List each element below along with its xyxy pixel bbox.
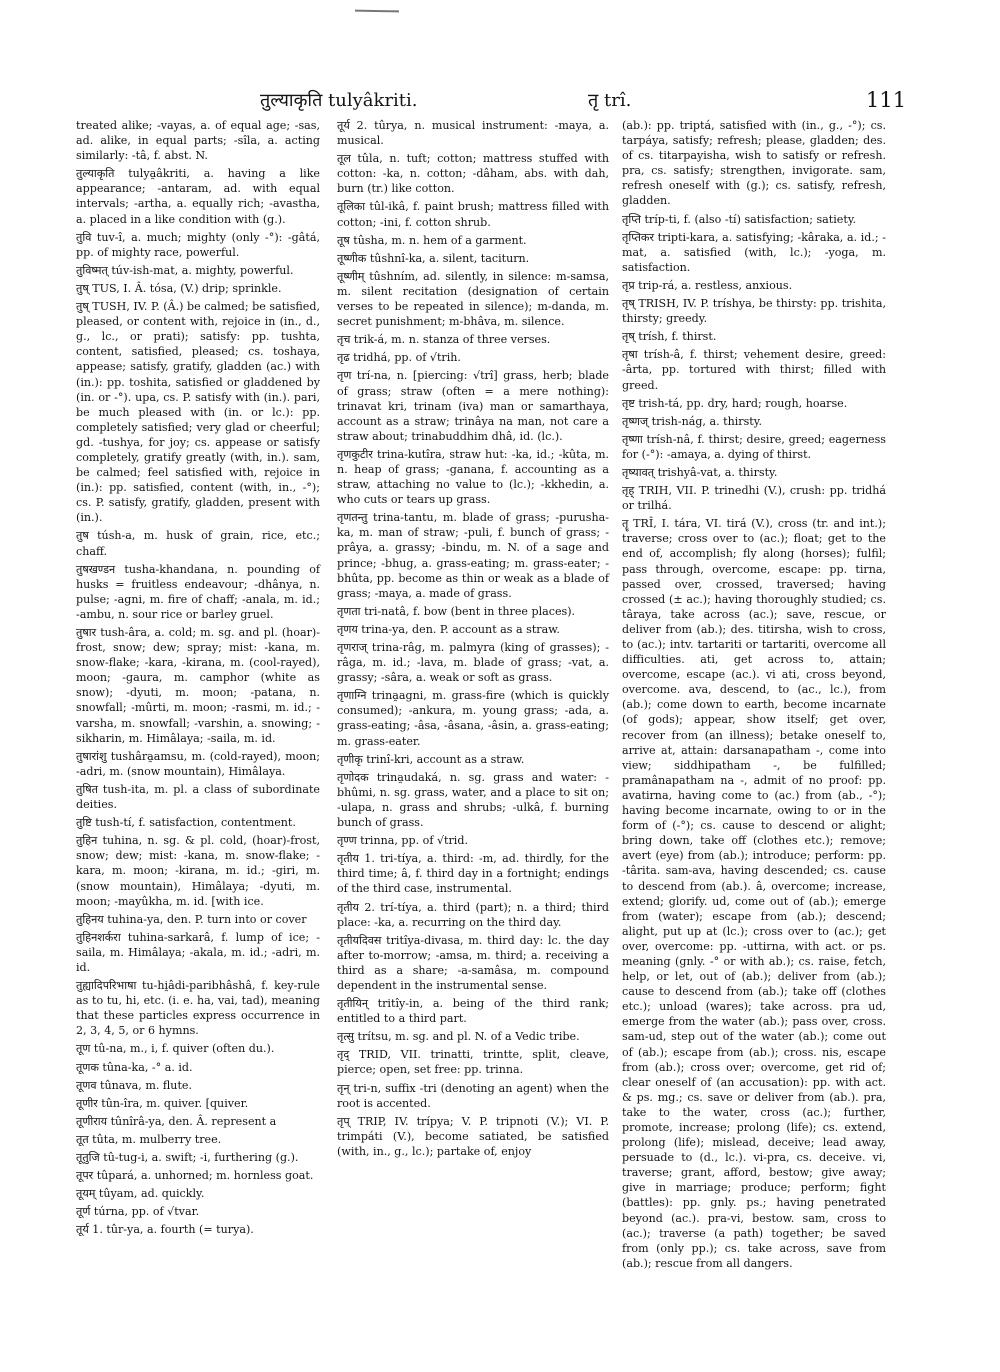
- dictionary-entry: तूर्य 1. tûr-ya, a. fourth (= turya).: [76, 1223, 254, 1237]
- dictionary-entry: तृप्र trip-rá, a. restless, anxious.: [622, 278, 793, 292]
- page-number: 111: [866, 88, 907, 112]
- dictionary-entry: तूतुजि tû-tug-i, a. swift; -i, furthering (g.).: [76, 1151, 299, 1164]
- dictionary-entry: तृप्तिकर tripti-kara, a. satisfying; -kâraka, a. id.; -mat, a. satisfied (with, lc.); -yoga, m. satisfaction.: [622, 230, 886, 274]
- column-2: [337, 118, 609, 1162]
- dictionary-entry: तूर्ण túrna, pp. of √tvar.: [76, 1205, 200, 1219]
- dictionary-entry: तृढ tridhá, pp. of √trih.: [337, 351, 461, 365]
- dictionary-entry: तूष्णीम् tûshním, ad. silently, in silence: m-samsa, m. silent recitation (designation of certain verses to be repeated in silence); m-danda, m. secret punishment; m-bhâva, m. silence.: [337, 269, 609, 329]
- dictionary-entry: तुष túsh-a, m. husk of grain, rice, etc.; chaff.: [76, 529, 320, 558]
- dictionary-entry: तृष् TRISH, IV. P. tríshya, be thirsty: pp. trishita, thirsty; greedy.: [622, 297, 886, 326]
- dictionary-entry: तूष्णीक tûshnî-ka, a. silent, taciturn.: [337, 251, 530, 265]
- dictionary-entry: तृणता tri-natâ, f. bow (bent in three places).: [337, 604, 576, 618]
- dictionary-entry: तृतीय 2. trí-tíya, a. third (part); n. a third; third place: -ka, a. recurring on the third day.: [337, 900, 609, 929]
- page-header: [74, 84, 914, 114]
- dictionary-entry: तूणीर tûn-îra, m. quiver. [quiver.: [76, 1096, 249, 1110]
- dictionary-entry: तुहिन tuhina, n. sg. & pl. cold, (hoar)-frost, snow; dew; mist: -kana, m. snow-flake; -kara, m. moon; -kirana, m. id.; -giri, m. (snow mountain), Himâlaya; -dyuti, m. moon; -mayûkha, m. id. [with ice.: [76, 834, 320, 908]
- dictionary-entry: तूयम् tûyam, ad. quickly.: [76, 1187, 205, 1201]
- dictionary-entry: तृष् trísh, f. thirst.: [622, 330, 717, 344]
- dictionary-entry: तॄ TRÎ, I. tára, VI. tirá (V.), cross (tr. and int.); traverse; cross over to (ac.); float; get to the end of, accomplish; fly along (horses); fulfil; pass through, overcome, escape: pp. tirna, passed over, crossed, traversed; having crossed (± ac.); having thoroughly studied; cs. târaya, take across (ac.); save, rescue, or deliver from (ab.); des. titirsha, wish to cross, to (ac.); intv. tartariti or tartariti, overcome all difficulties. ati, get across to, attain; overcome, escape (ac.). vi ati, cross beyond, overcome. ava, descend, to (ac., lc.), from (ab.); come down to earth, become incarnate (of gods); appear, show itself; get over, recover from (an illness); betake oneself to, arrive at, attain: darsanapatham -, come into view; siddhipatham -, be fulfilled; pramânapatham na -, admit of no proof: pp. avatirna, having come to (ac.) from (ab., -°); having become incarnate, owing to or in the form of (-°); cs. cause to descend or alight; bring down, take off (clothes etc.); remove; avert (eye) from (ab.); introduce; perform: pp. -târita. sam-ava, having descended; cs. cause to descend from (ab.). â, overcome; increase, extend; glorify. ud, come out of (ab.); emerge from (water); escape from (ab.); descend; alight, put up at (lc.); cross over to (ac.); get over, overcome: pp. -uttirna, with act. or ps. meaning (gnly. -° or with ab.); cs. raise, fetch, help, or let, out of (ab.); deliver from (ab.); cause to descend from (ab.); take off (clothes etc.); unload (wares); take across. pra ud, emerge from the water (ab.); pass over, cross. sam-ud, step out of the water (ab.); come out of (ab.); escape from (ab.); cross. nis, escape from (ab.); cross over; overcome, get rid of; clear oneself of (an accusation): pp. with act. & ps. mg.; cs. save or deliver from (ab.). pra, take to the water, cross (ac.); further, promote, increase; prolong (life); cs. extend, prolong (life); mislead, deceive; lead away, persuade to (d., lc.). vi-pra, cs. deceive. vi, traverse; grant, afford, bestow; give away; give in marriage; produce; perform; fight (battles): pp. gnly. ps.; having penetrated beyond (ac.). pra-vi, bestow. sam, cross to (ac.); traverse (a path) together; be saved from (only pp.); cs. take across, save from (ab.); rescue from all dangers.: [622, 517, 886, 1270]
- dictionary-entry: तृत्सु trítsu, m. sg. and pl. N. of a Vedic tribe.: [337, 1030, 580, 1044]
- dictionary-entry: तूणीराय tûnîrâ-ya, den. Â. represent a: [76, 1114, 277, 1128]
- running-head-left: तुल्याकृति tulyâkriti.: [260, 90, 418, 111]
- dictionary-entry: तृह् TRIH, VII. P. trinedhi (V.), crush: pp. tridhá or trilhá.: [622, 484, 886, 513]
- dictionary-entry: तृतीय 1. tri-tíya, a. third: -m, ad. thirdly, for the third time; â, f. third day in a fortnight; endings of the third case, instrumental.: [337, 852, 609, 896]
- dictionary-entry: तुषार tush-âra, a. cold; m. sg. and pl. (hoar)-frost, snow; dew; spray; mist: -kana, m. snow-flake; -kara, -kirana, m. (cool-rayed), moon; -gaura, m. camphor (white as snow); -dyuti, m. moon; -patana, n. snowfall; -mûrti, m. moon; -rasmi, m. id.; -varsha, m. snowfall; -varshin, a. snowing; -sikharin, m. Himâlaya; -saila, m. id.: [76, 626, 320, 745]
- dictionary-entry: तृष्ट trish-tá, pp. dry, hard; rough, hoarse.: [622, 396, 848, 410]
- dictionary-entry: तृष्णज् trish-nág, a. thirsty.: [622, 414, 763, 428]
- dictionary-entry: तुवि tuv-î, a. much; mighty (only -°): -gâtá, pp. of mighty race, powerful.: [76, 230, 320, 259]
- dictionary-entry: तूण tû-na, m., i, f. quiver (often du.).: [76, 1042, 275, 1056]
- dictionary-entry: तृणतन्तु trina-tantu, m. blade of grass; -purusha-ka, m. man of straw; -puli, f. bunch of grass; -prâya, a. grassy; -bindu, m. N. of a sage and prince; -bhug, a. grass-eating; m. grass-eater; -bhûta, pp. become as thin or weak as a blade of grass; -maya, a. made of grass.: [337, 511, 609, 600]
- scan-artifact-line: [355, 10, 399, 13]
- dictionary-entry: तूणव tûnava, m. flute.: [76, 1078, 193, 1092]
- dictionary-entry: तुषारांशु tushâra̯amsu, m. (cold-rayed), moon; -adri, m. (snow mountain), Himâlaya.: [76, 749, 320, 778]
- dictionary-entry: तृण trí-na, n. [piercing: √trî] grass, herb; blade of grass; straw (often = a mere nothing): trinavat kri, trinam (iva) man or samarthaya, account as a straw; trinâya na man, not care a straw about; trinabuddhim dhâ, id. (lc.).: [337, 369, 609, 443]
- dictionary-entry: तृणय trina-ya, den. P. account as a straw.: [337, 622, 560, 636]
- dictionary-entry: तुहिनय tuhina-ya, den. P. turn into or cover: [76, 912, 307, 926]
- column-3: [622, 118, 886, 1274]
- dictionary-entry: तुष्टि tush-tí, f. satisfaction, contentment.: [76, 816, 296, 830]
- dictionary-entry: तृन् tri-n, suffix -tri (denoting an agent) when the root is accented.: [337, 1081, 609, 1110]
- dictionary-entry: तूत tûta, m. mulberry tree.: [76, 1132, 222, 1146]
- dictionary-entry: तृणकुटीर trina-kutîra, straw hut: -ka, id.; -kûta, m. n. heap of grass; -ganana, f. accounting as a straw, attaching no value to (lc.); -kkhedin, a. who cuts or tears up grass.: [337, 447, 609, 507]
- dictionary-entry: तुष् TUS, I. Â. tósa, (V.) drip; sprinkle.: [76, 281, 282, 295]
- dictionary-entry: तृप्ति tríp-ti, f. (also -tí) satisfaction; satiety.: [622, 212, 857, 226]
- dictionary-entry: तूणक tûna-ka, -° a. id.: [76, 1060, 193, 1074]
- dictionary-entry: तुष् TUSH, IV. P. (Â.) be calmed; be satisfied, pleased, or content with, rejoice in (in., d., g., lc., or prati); satisfy: pp. tushta, content, satisfied, pleased; cs. toshaya, appease; satisfy, gratify, gladden (ac.) with (in.): pp. toshita, satisfied or gladdened by (in. or -°). upa, cs. P. satisfy with (in.). pari, be much pleased with (in. or lc.): pp. completely satisfied; very glad or cheerful; gd. -tushya, for joy; cs. appease or satisfy completely, gratify greatly (with, in.). sam, be calmed; feel satisfied with, rejoice in (in.): pp. satisfied, content (with, in., -°); cs. P. satisfy, gratify, gladden, present with (in.).: [76, 300, 320, 525]
- dictionary-entry: तृणोदक trina̯udaká, n. sg. grass and water: -bhûmi, n. sg. grass, water, and a place to sit on; -ulapa, n. grass and shrubs; -ulkâ, f. burning bunch of grass.: [337, 770, 609, 830]
- dictionary-entry: तूल tûla, n. tuft; cotton; mattress stuffed with cotton: -ka, n. cotton; -dâham, abs. with dah, burn (tr.) like cotton.: [337, 152, 609, 196]
- dictionary-entry: तृतीयिन् tritîy-in, a. being of the third rank; entitled to a third part.: [337, 997, 609, 1026]
- dictionary-entry: तूलिका tûl-ikâ, f. paint brush; mattress filled with cotton; -ini, f. cotton shrub.: [337, 200, 609, 229]
- dictionary-entry: तृणराज् trina-râg, m. palmyra (king of grasses); -râga, m. id.; -lava, m. blade of grass; -vat, a. grassy; -sâra, a. weak or soft as grass.: [337, 641, 609, 685]
- dictionary-entry: तुह्यादिपरिभाषा tu-hi̯âdi-paribhâshâ, f. key-rule as to tu, hi, etc. (i. e. ha, vai, tad), meaning that these particles express occurrence in 2, 3, 4, 5, or 6 hymns.: [76, 979, 320, 1038]
- dictionary-entry: तृतीयदिवस tritîya-divasa, m. third day: lc. the day after to-morrow; -amsa, m. third; a. receiving a third as a share; -a-samâsa, m. compound dependent in the instrumental sense.: [337, 933, 609, 992]
- running-head-center: तृ trî.: [588, 90, 632, 111]
- dictionary-entry: तूष tûsha, m. n. hem of a garment.: [337, 233, 527, 247]
- dictionary-entry: तृणीकृ trinî-kri, account as a straw.: [337, 752, 525, 766]
- dictionary-entry: (ab.): pp. triptá, satisfied with (in., g., -°); cs. tarpáya, satisfy; refresh; please, gladden; des. of cs. titarpayisha, wish to satisfy or refresh. pra, cs. satisfy; strengthen, invigorate. sam, refresh oneself with (g.); cs. satisfy, refresh, gladden.: [622, 119, 886, 208]
- dictionary-entry: तूपर tûpará, a. unhorned; m. hornless goat.: [76, 1169, 314, 1183]
- dictionary-entry: तृद् TRID, VII. trinatti, trintte, split, cleave, pierce; open, set free: pp. trinna.: [337, 1048, 609, 1077]
- dictionary-entry: तुहिनशर्करा tuhina-sarkarâ, f. lump of ice; -saila, m. Himâlaya; -akala, m. id.; -adri, m. id.: [76, 930, 320, 974]
- dictionary-entry: तुषखण्डन tusha-khandana, n. pounding of husks = fruitless endeavour; -dhânya, n. pulse; -agni, m. fire of chaff; -anala, m. id.; -ambu, n. sour rice or barley gruel.: [76, 562, 320, 621]
- dictionary-entry: तृषा trísh-â, f. thirst; vehement desire, greed: -ârta, pp. tortured with thirst; filled with greed.: [622, 348, 886, 392]
- dictionary-entry: तृण्ण trinna, pp. of √trid.: [337, 834, 468, 848]
- dictionary-entry: तृष्णा trísh-nâ, f. thirst; desire, greed; eagerness for (-°): -amaya, a. dying of thirst.: [622, 432, 886, 461]
- dictionary-entry: तृणाग्नि trina̯agni, m. grass-fire (which is quickly consumed); -ankura, m. young grass; -ada, a. grass-eating; -âsa, -âsana, -âsin, a. grass-eating; m. grass-eater.: [337, 689, 609, 748]
- dictionary-entry: तुल्याकृति tulya̯âkriti, a. having a like appearance; -antaram, ad. with equal intervals; -artha, a. equally rich; -avastha, a. placed in a like condition with (g.).: [76, 167, 320, 226]
- dictionary-entry: तृप् TRIP, IV. trípya; V. P. tripnoti (V.); VI. P. trimpáti (V.), become satiated, be satisfied (with, in., g., lc.); partake of, enjoy: [337, 1114, 609, 1158]
- dictionary-entry: तृष्यावत् trishyâ-vat, a. thirsty.: [622, 465, 778, 479]
- dictionary-entry: तुविष्मत् túv-ish-mat, a. mighty, powerful.: [76, 263, 294, 277]
- dictionary-entry: तुषित tush-ita, m. pl. a class of subordinate deities.: [76, 782, 320, 812]
- dictionary-entry: तूर्य 2. tûrya, n. musical instrument: -maya, a. musical.: [337, 119, 609, 148]
- dictionary-entry: तृच trik-á, m. n. stanza of three verses.: [337, 333, 551, 347]
- dictionary-entry: treated alike; -vayas, a. of equal age; -sas, ad. alike, in equal parts; -sîla, a. acting similarly: -tâ, f. abst. N.: [76, 119, 320, 163]
- column-1: [76, 118, 320, 1240]
